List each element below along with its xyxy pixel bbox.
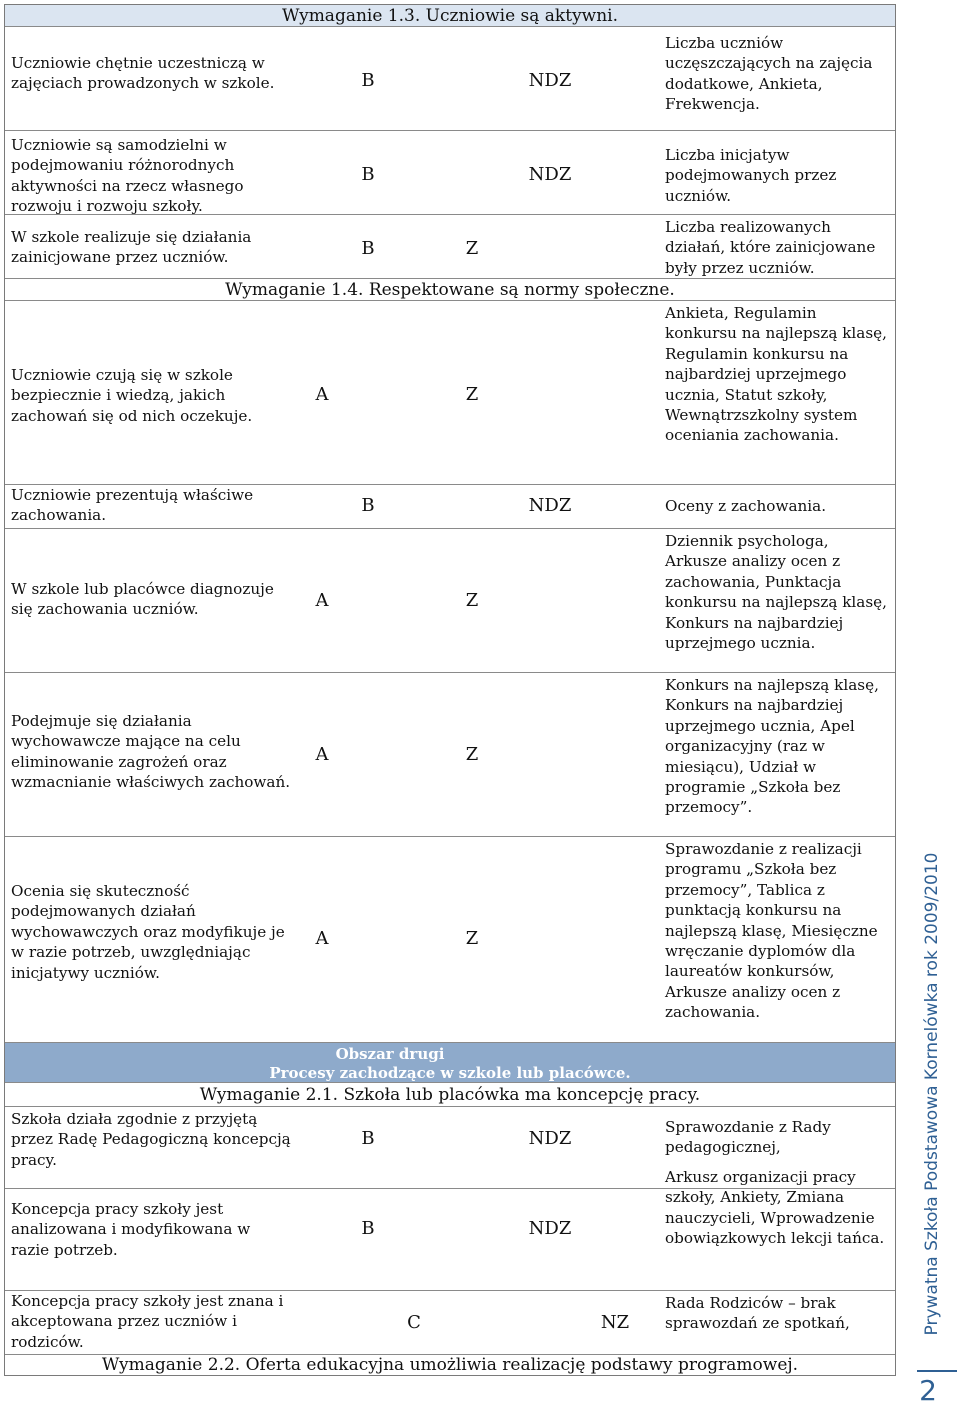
requirements-table [4, 4, 896, 1376]
area-subtitle: Procesy zachodzące w szkole lub placówce. [269, 1064, 631, 1082]
table-row [5, 131, 895, 215]
table-row [5, 27, 895, 131]
status-mark: Z [465, 590, 479, 611]
requirement-title: Wymaganie 2.2. Oferta edukacyjna umożliwia realizację podstawy programowej. [101, 1355, 799, 1375]
criterion-text: Koncepcja pracy szkoły jest znana i akceptowana przez uczniów i rodziców. [11, 1292, 284, 1351]
criterion-text: Uczniowie są samodzielni w podejmowaniu różnorodnych aktywności na rzecz własnego rozwoju i rozwoju szkoły. [11, 136, 244, 216]
level-mark: C [407, 1312, 421, 1333]
criterion-text: Ocenia się skuteczność podejmowanych działań wychowawczych oraz modyfikuje je w razie potrzeb, uwzględniając inicjatywy uczniów. [11, 882, 285, 982]
table-row [5, 837, 895, 1043]
level-mark: B [361, 164, 375, 185]
status-mark: NDZ [528, 495, 572, 516]
requirement-title: Wymaganie 1.3. Uczniowie są aktywni. [281, 6, 619, 26]
evidence-text: Rada Rodziców – brak sprawozdań ze spotkań, [665, 1294, 850, 1333]
status-mark: Z [465, 928, 479, 949]
evidence-text: Sprawozdanie z Rady pedagogicznej, [665, 1118, 831, 1157]
level-mark: B [361, 1128, 375, 1149]
status-mark: NDZ [528, 164, 572, 185]
table-row [5, 1168, 895, 1291]
side-footer [908, 852, 958, 1362]
requirement-header [5, 5, 895, 27]
area-title: Obszar drugi [335, 1045, 445, 1063]
area-header [5, 1043, 895, 1083]
table-row [5, 485, 895, 529]
status-mark: Z [465, 238, 479, 259]
level-mark: B [361, 1218, 375, 1239]
status-mark: NDZ [528, 1128, 572, 1149]
level-mark: B [361, 70, 375, 91]
table-row [5, 1291, 895, 1355]
criterion-text: Podejmuje się działania wychowawcze mające na celu eliminowanie zagrożeń oraz wzmacnianie właściwych zachowań. [11, 712, 291, 792]
footer-divider [917, 1370, 957, 1372]
school-footer-text: Prywatna Szkoła Podstawowa Kornelówka rok 2009/2010 [922, 852, 942, 1336]
table-row [5, 529, 895, 673]
requirement-title: Wymaganie 1.4. Respektowane są normy społeczne. [225, 280, 675, 300]
criterion-text: Uczniowie czują się w szkole bezpiecznie i wiedzą, jakich zachowań się od nich oczekuje. [11, 366, 253, 425]
level-mark: B [361, 495, 375, 516]
evidence-text: Arkusz organizacji pracy szkoły, Ankiety, Zmiana nauczycieli, Wprowadzenie obowiązkowych lekcji tańca. [665, 1168, 885, 1248]
level-mark: A [315, 384, 329, 405]
level-mark: A [315, 744, 329, 765]
evidence-text: Oceny z zachowania. [665, 497, 827, 515]
evidence-text: Liczba realizowanych działań, które zainicjowane były przez uczniów. [665, 218, 876, 277]
page-number: 2 [919, 1374, 937, 1407]
evidence-text: Sprawozdanie z realizacji programu „Szkoła bez przemocy”, Tablica z punktacją konkursu na najlepszą klasę, Miesięczne wręczanie dyplomów dla laureatów konkursów, Arkusze analizy ocen z zachowania. [665, 840, 878, 1022]
status-mark: Z [465, 744, 479, 765]
table-row [5, 673, 895, 837]
criterion-text: Koncepcja pracy szkoły jest analizowana i modyfikowana w razie potrzeb. [11, 1200, 251, 1259]
evidence-text: Ankieta, Regulamin konkursu na najlepszą klasę, Regulamin konkursu na najbardziej uprzejmego ucznia, Statut szkoły, Wewnątrzszkolny system oceniania zachowania. [665, 304, 887, 445]
level-mark: A [315, 590, 329, 611]
criterion-text: W szkole realizuje się działania zainicjowane przez uczniów. [11, 228, 252, 267]
criterion-text: Uczniowie chętnie uczestniczą w zajęciach prowadzonych w szkole. [11, 54, 275, 93]
requirement-header [5, 1083, 895, 1107]
table-row [5, 215, 895, 279]
evidence-text: Konkurs na najlepszą klasę, Konkurs na najbardziej uprzejmego ucznia, Apel organizacyjny (raz w miesiącu), Udział w programie „Szkoła bez przemocy”. [665, 676, 879, 817]
status-mark: NDZ [528, 70, 572, 91]
criterion-text: W szkole lub placówce diagnozuje się zachowania uczniów. [11, 580, 274, 619]
table-row [5, 301, 895, 485]
status-mark: NDZ [528, 1218, 572, 1239]
requirement-header [5, 279, 895, 301]
evidence-text: Liczba inicjatyw podejmowanych przez uczniów. [665, 146, 837, 205]
criterion-text: Uczniowie prezentują właściwe zachowania. [11, 486, 254, 525]
status-mark: Z [465, 384, 479, 405]
level-mark: B [361, 238, 375, 259]
requirement-header [5, 1355, 895, 1375]
requirement-title: Wymaganie 2.1. Szkoła lub placówka ma koncepcję pracy. [199, 1085, 701, 1105]
evidence-text: Dziennik psychologa, Arkusze analizy ocen z zachowania, Punktacja konkursu na najlepszą klasę, Konkurs na najbardziej uprzejmego ucznia. [665, 532, 887, 653]
status-mark: NZ [600, 1312, 630, 1333]
level-mark: A [315, 928, 329, 949]
criterion-text: Szkoła działa zgodnie z przyjętą przez Radę Pedagogiczną koncepcją pracy. [11, 1110, 291, 1169]
evidence-text: Liczba uczniów uczęszczających na zajęcia dodatkowe, Ankieta, Frekwencja. [665, 34, 873, 114]
